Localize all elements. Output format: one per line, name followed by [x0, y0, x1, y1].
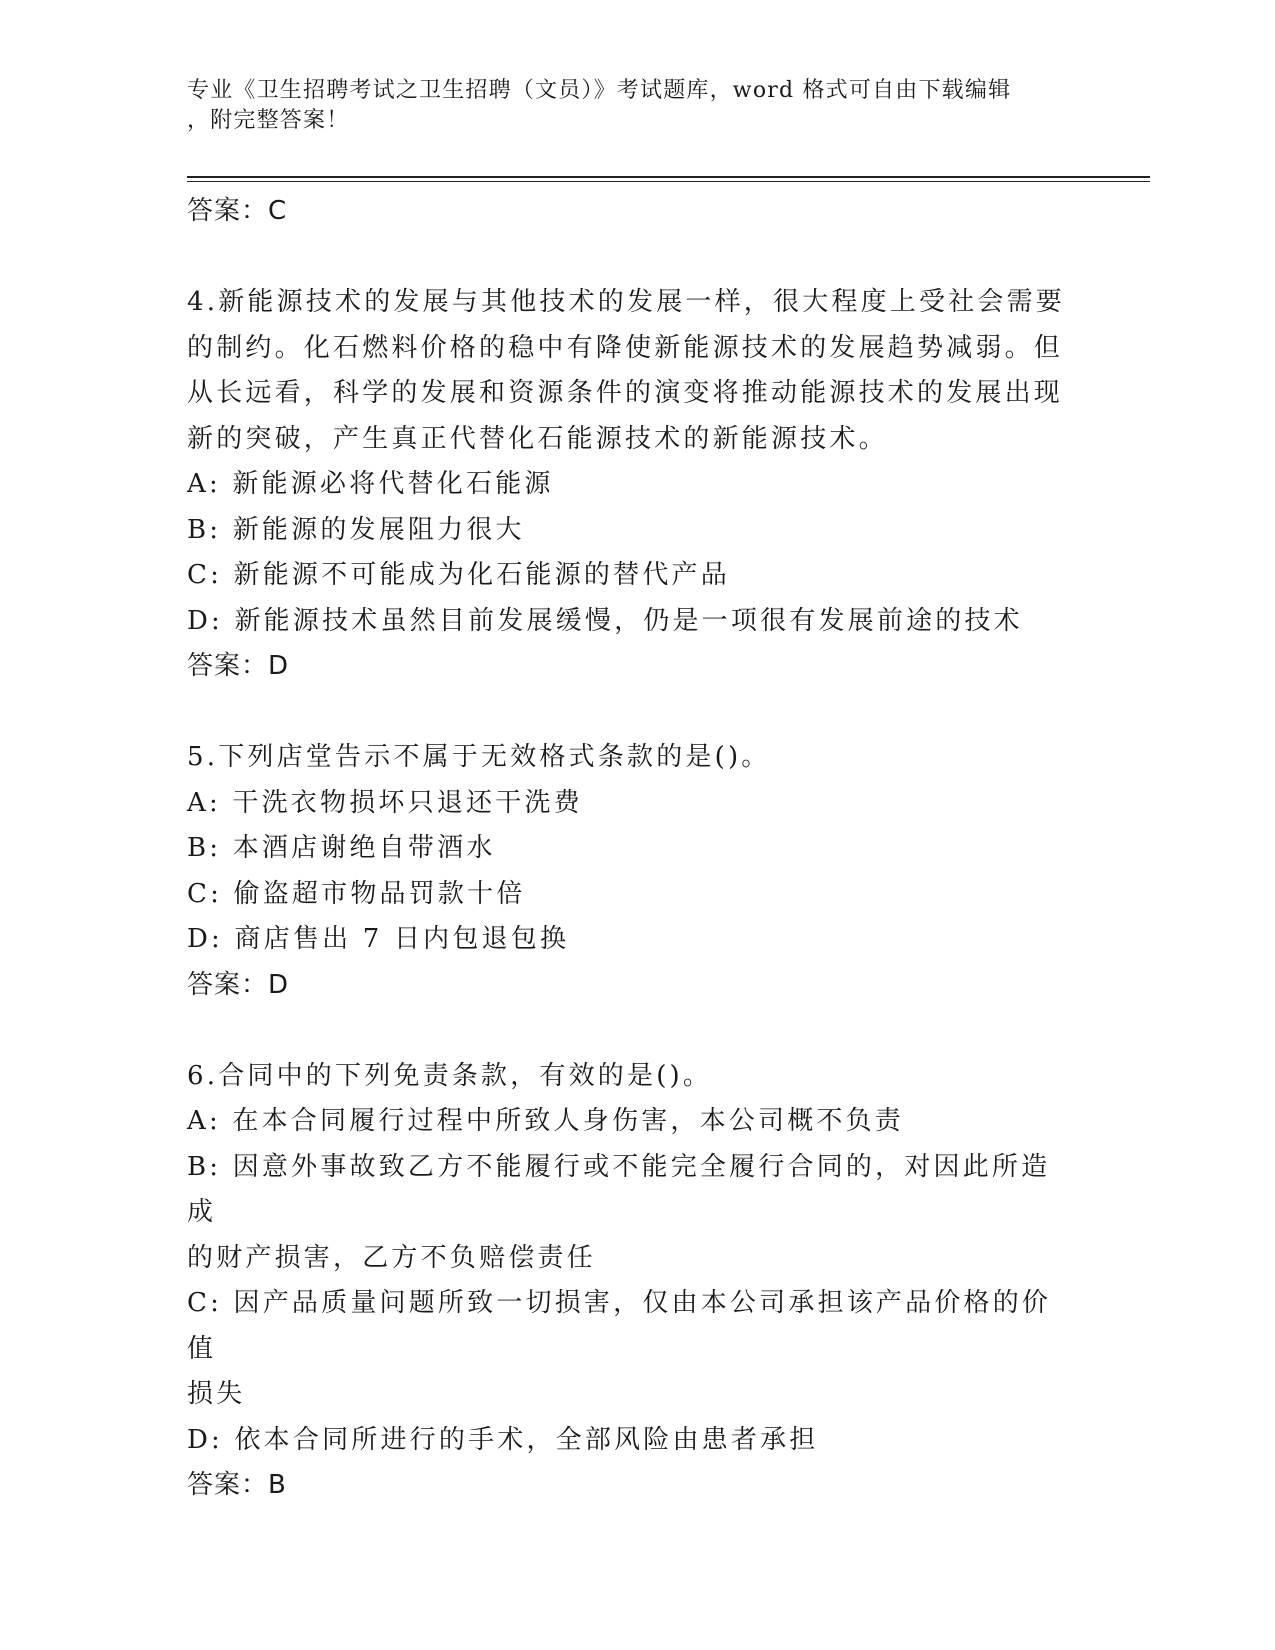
option-b: B: 因意外事故致乙方不能履行或不能完全履行合同的，对因此所造成: [187, 1151, 1051, 1227]
spacer: [187, 1008, 1067, 1054]
question-stem-line: 的制约。化石燃料价格的稳中有降使新能源技术的发展趋势减弱。但: [187, 332, 1064, 363]
question-list: [187, 189, 1067, 1509]
option-b-continued: 的财产损害，乙方不负赔偿责任: [187, 1242, 596, 1273]
option-b: B: 新能源的发展阻力很大: [187, 514, 525, 545]
header-rule-thick: [187, 176, 1150, 178]
previous-answer: 答案：C: [187, 196, 288, 226]
option-d: D: 商店售出 7 日内包退包换: [187, 924, 570, 954]
header-line-2: ，附完整答案！: [187, 108, 350, 133]
option-a: A: 新能源必将代替化石能源: [187, 469, 554, 499]
option-c: C: 因产品质量问题所致一切损害，仅由本公司承担该产品价格的价值: [187, 1288, 1052, 1364]
option-c: C: 偷盗超市物品罚款十倍: [187, 878, 526, 909]
question-stem-line: 4.新能源技术的发展与其他技术的发展一样，很大程度上受社会需要: [187, 287, 1066, 317]
header-line-1: 专业《卫生招聘考试之卫生招聘（文员）》考试题库，word 格式可自由下载编辑: [187, 78, 1012, 103]
header-rule-thin: [187, 181, 1150, 182]
option-d: D: 依本合同所进行的手术，全部风险由患者承担: [187, 1424, 819, 1455]
spacer: [187, 690, 1067, 736]
question-stem-line: 从长远看，科学的发展和资源条件的演变将推动能源技术的发展出现: [187, 378, 1064, 408]
option-d: D: 新能源技术虽然目前发展缓慢，仍是一项很有发展前途的技术: [187, 605, 1023, 636]
question-5: [187, 735, 1067, 1008]
answer: 答案：D: [187, 969, 290, 1000]
option-a: A: 干洗衣物损坏只退还干洗费: [187, 787, 583, 818]
question-stem-line: 5.下列店堂告示不属于无效格式条款的是()。: [187, 742, 771, 772]
option-a: A: 在本合同履行过程中所致人身伤害，本公司概不负责: [187, 1106, 905, 1136]
option-c-continued: 损失: [187, 1379, 246, 1409]
spacer: [187, 235, 1067, 281]
option-c: C: 新能源不可能成为化石能源的替代产品: [187, 560, 730, 590]
page-header: [187, 76, 1067, 136]
option-b: B: 本酒店谢绝自带酒水: [187, 833, 496, 863]
question-stem-line: 6.合同中的下列免责条款，有效的是()。: [187, 1060, 713, 1091]
answer: 答案：D: [187, 651, 290, 681]
answer: 答案：B: [187, 1470, 287, 1500]
question-stem-line: 新的突破，产生真正代替化石能源技术的新能源技术。: [187, 423, 888, 454]
question-6: [187, 1054, 1067, 1509]
question-4: [187, 280, 1067, 690]
